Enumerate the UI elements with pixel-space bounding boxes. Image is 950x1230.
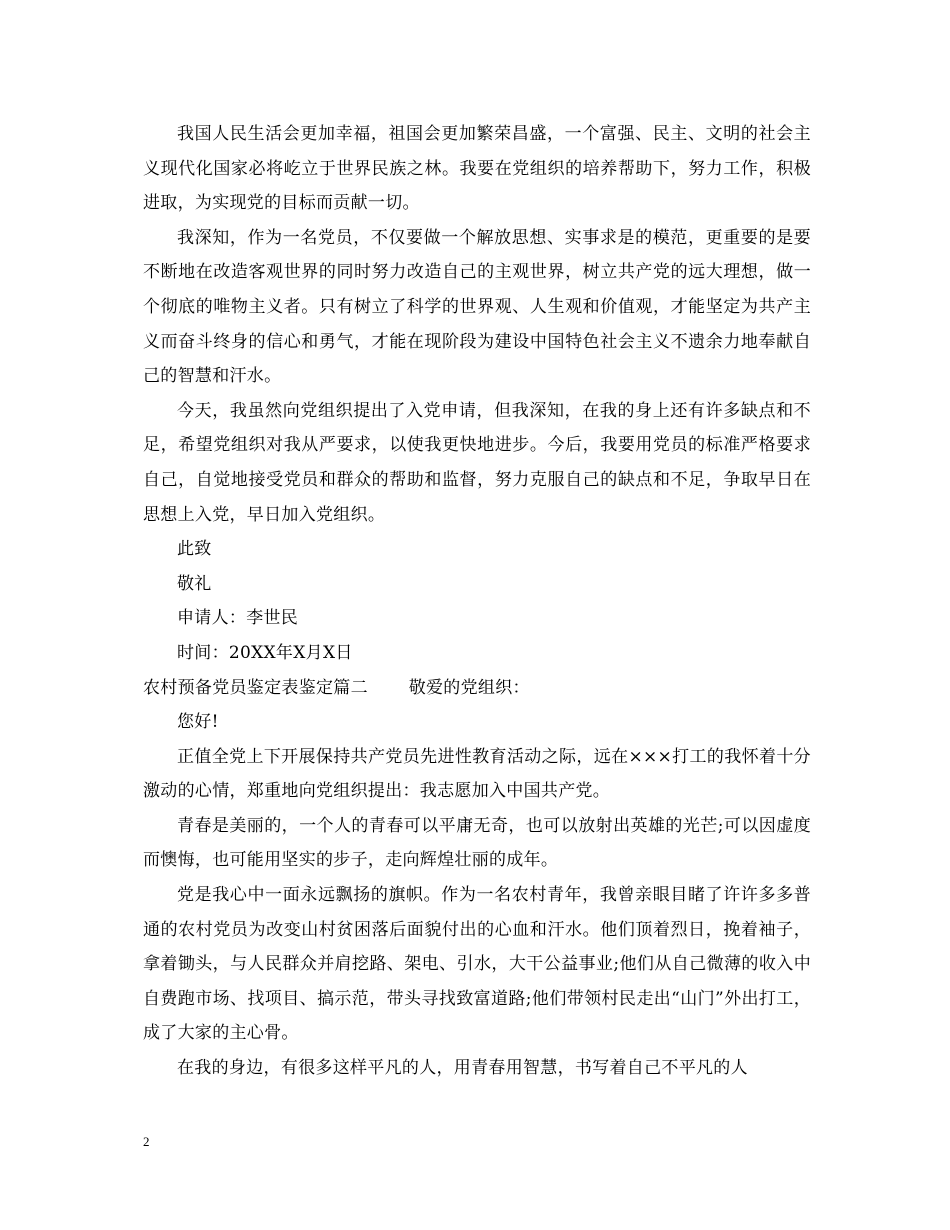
paragraph: 在我的身边，有很多这样平凡的人，用青春用智慧，书写着自己不平凡的人: [177, 1058, 748, 1079]
salutation: 敬爱的党组织：: [408, 677, 530, 698]
greeting: 您好!: [177, 712, 219, 733]
closing-cizhi: 此致: [177, 539, 212, 560]
date-line: 时间：20XX年X月X日: [177, 642, 353, 663]
applicant-line: 申请人：李世民: [177, 608, 299, 629]
paragraph: 今天，我虽然向党组织提出了入党申请，但我深知，在我的身上还有许多缺点和不足，希望党组织对我从严要求，以使我更快地进步。今后，我要用党员的标准严格要求自己，自觉地接受党员和群众的帮助和监督，努力克服自己的缺点和不足，争取早日在思想上入党，早日加入党组织。: [143, 400, 811, 525]
document-body: [143, 117, 811, 1086]
paragraph: 我深知，作为一名党员，不仅要做一个解放思想、实事求是的模范，更重要的是要不断地在改造客观世界的同时努力改造自己的主观世界，树立共产党的远大理想，做一个彻底的唯物主义者。只有树立了科学的世界观、人生观和价值观，才能坚定为共产主义而奋斗终身的信心和勇气，才能在现阶段为建设中国特色社会主义不遗余力地奉献自己的智慧和汗水。: [143, 227, 811, 387]
paragraph: 青春是美丽的，一个人的青春可以平庸无奇，也可以放射出英雄的光芒;可以因虚度而懊悔，也可能用坚实的步子，走向辉煌壮丽的成年。: [143, 815, 811, 871]
paragraph: 我国人民生活会更加幸福，祖国会更加繁荣昌盛，一个富强、民主、文明的社会主义现代化国家必将屹立于世界民族之林。我要在党组织的培养帮助下，努力工作，积极进取，为实现党的目标而贡献一切。: [143, 124, 811, 214]
page-number: 2: [143, 1134, 150, 1149]
paragraph: 正值全党上下开展保持共产党员先进性教育活动之际，远在×××打工的我怀着十分激动的心情，郑重地向党组织提出：我志愿加入中国共产党。: [143, 746, 811, 802]
closing-jingli: 敬礼: [177, 573, 212, 594]
section-title: 农村预备党员鉴定表鉴定篇二: [143, 677, 368, 698]
paragraph: 党是我心中一面永远飘扬的旗帜。作为一名农村青年，我曾亲眼目睹了许许多多普通的农村党员为改变山村贫困落后面貌付出的心血和汗水。他们顶着烈日，挽着袖子，拿着锄头，与人民群众并肩挖路、架电、引水，大干公益事业;他们从自己微薄的收入中自费跑市场、找项目、搞示范，带头寻找致富道路;他们带领村民走出“山门”外出打工，成了大家的主心骨。: [143, 885, 811, 1044]
section-heading-line: [143, 671, 811, 706]
